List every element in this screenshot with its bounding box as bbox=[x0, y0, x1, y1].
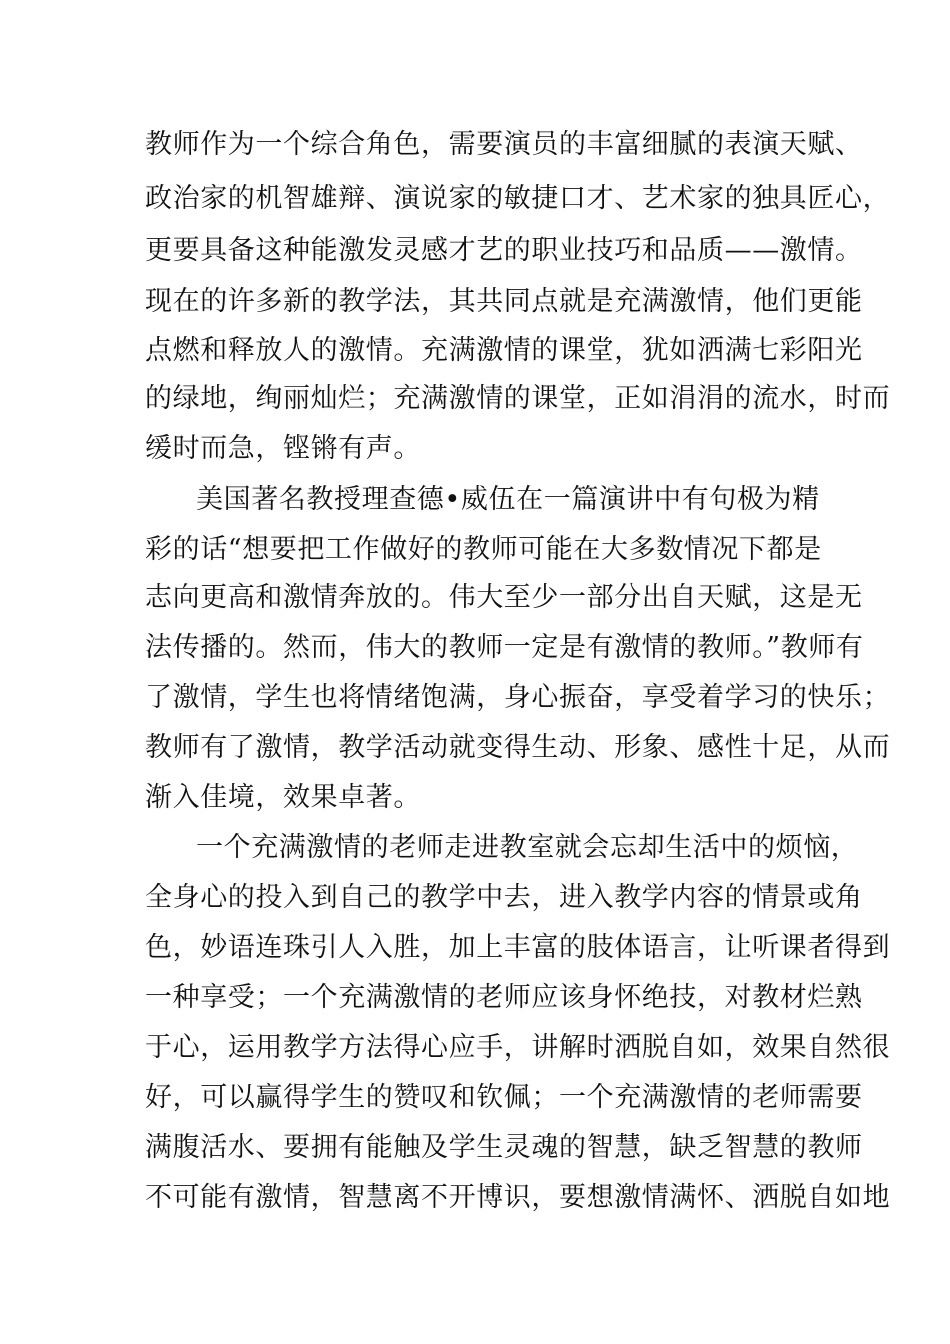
text-line: 现在的许多新的教学法，其共同点就是充满激情，他们更能 bbox=[145, 286, 863, 317]
text-line: 教师作为一个综合角色，需要演员的丰富细腻的表演天赋、 bbox=[145, 129, 863, 160]
text-line: 的绿地，绚丽灿烂；充满激情的课堂，正如涓涓的流水，时而 bbox=[145, 383, 891, 414]
text-line: 一个充满激情的老师走进教室就会忘却生活中的烦恼， bbox=[196, 832, 859, 863]
text-line: 不可能有激情，智慧离不开博识，要想激情满怀、洒脱自如地 bbox=[145, 1182, 891, 1213]
text-line: 美国著名教授理查德•威伍在一篇演讲中有句极为精 bbox=[196, 484, 820, 515]
text-line: 彩的话“想要把工作做好的教师可能在大多数情况下都是 bbox=[145, 534, 822, 565]
text-line: 缓时而急，铿锵有声。 bbox=[145, 433, 421, 464]
text-line: 更要具备这种能激发灵感才艺的职业技巧和品质——激情。 bbox=[145, 235, 863, 266]
text-line: 好，可以赢得学生的赞叹和钦佩；一个充满激情的老师需要 bbox=[145, 1082, 863, 1113]
text-line: 了激情，学生也将情绪饱满，身心振奋，享受着学习的快乐； bbox=[145, 682, 891, 713]
text-line: 一种享受；一个充满激情的老师应该身怀绝技，对教材烂熟 bbox=[145, 982, 863, 1013]
text-line: 色，妙语连珠引人入胜，加上丰富的肢体语言，让听课者得到 bbox=[145, 932, 891, 963]
text-line: 于心，运用教学方法得心应手，讲解时洒脱自如，效果自然很 bbox=[145, 1032, 891, 1063]
text-line: 点燃和释放人的激情。充满激情的课堂，犹如洒满七彩阳光 bbox=[145, 335, 863, 366]
text-line: 渐入佳境，效果卓著。 bbox=[145, 782, 421, 813]
text-line: 满腹活水、要拥有能触及学生灵魂的智慧，缺乏智慧的教师 bbox=[145, 1132, 863, 1163]
text-line: 教师有了激情，教学活动就变得生动、形象、感性十足，从而 bbox=[145, 732, 891, 763]
text-line: 法传播的。然而，伟大的教师一定是有激情的教师。”教师有 bbox=[145, 632, 864, 663]
text-line: 政治家的机智雄辩、演说家的敏捷口才、艺术家的独具匠心， bbox=[145, 183, 891, 214]
text-line: 志向更高和激情奔放的。伟大至少一部分出自天赋，这是无 bbox=[145, 582, 863, 613]
text-line: 全身心的投入到自己的教学中去，进入教学内容的情景或角 bbox=[145, 882, 863, 913]
